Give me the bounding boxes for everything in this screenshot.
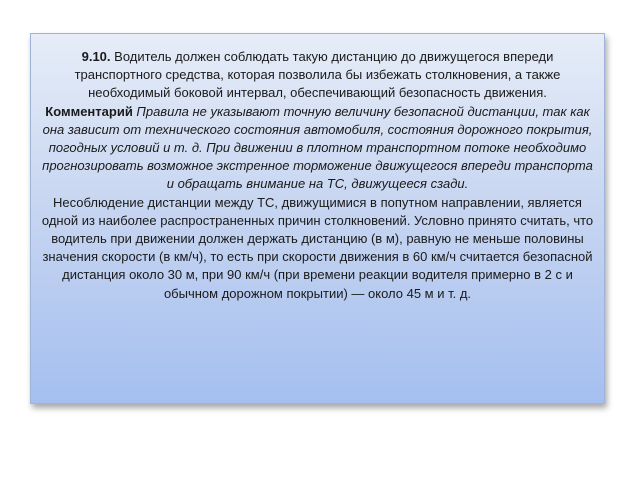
commentary-paragraph [39, 103, 596, 194]
rule-text: Водитель должен соблюдать такую дистанцию до движущегося впереди транспортного средства, которая позволила бы избежать столкновения, а также необходимый боковой интервал, обеспечивающий безопасность движения. [74, 49, 561, 101]
commentary-label: Комментарий [45, 103, 133, 119]
commentary-text: Правила не указывают точную величину безопасной дистанции, так как она зависит от технического состояния автомобиля, состояния дорожного покрытия, погодных условий и т. д. При движении в плотном транспортном потоке необходимо прогнозировать возможное экстренное торможение движущегося впереди транспорта и обращать внимание на ТС, движущееся сзади. [42, 103, 593, 192]
rule-number: 9.10. [81, 49, 111, 64]
rule-paragraph [39, 48, 596, 103]
body-paragraph: Несоблюдение дистанции между ТС, движущимися в попутном направлении, является одной из наиболее распространенных причин столкновений. Условно принято считать, что водитель при движении должен держать дистанцию (в м), равную не меньше половины значения скорости (в км/ч), то есть при скорости движения в 60 км/ч считается безопасной дистанция около 30 м, при 90 км/ч (при времени реакции водителя примерно в 2 с и обычном дорожном покрытии) — около 45 м и т. д. [41, 194, 594, 301]
text-card [30, 33, 605, 404]
